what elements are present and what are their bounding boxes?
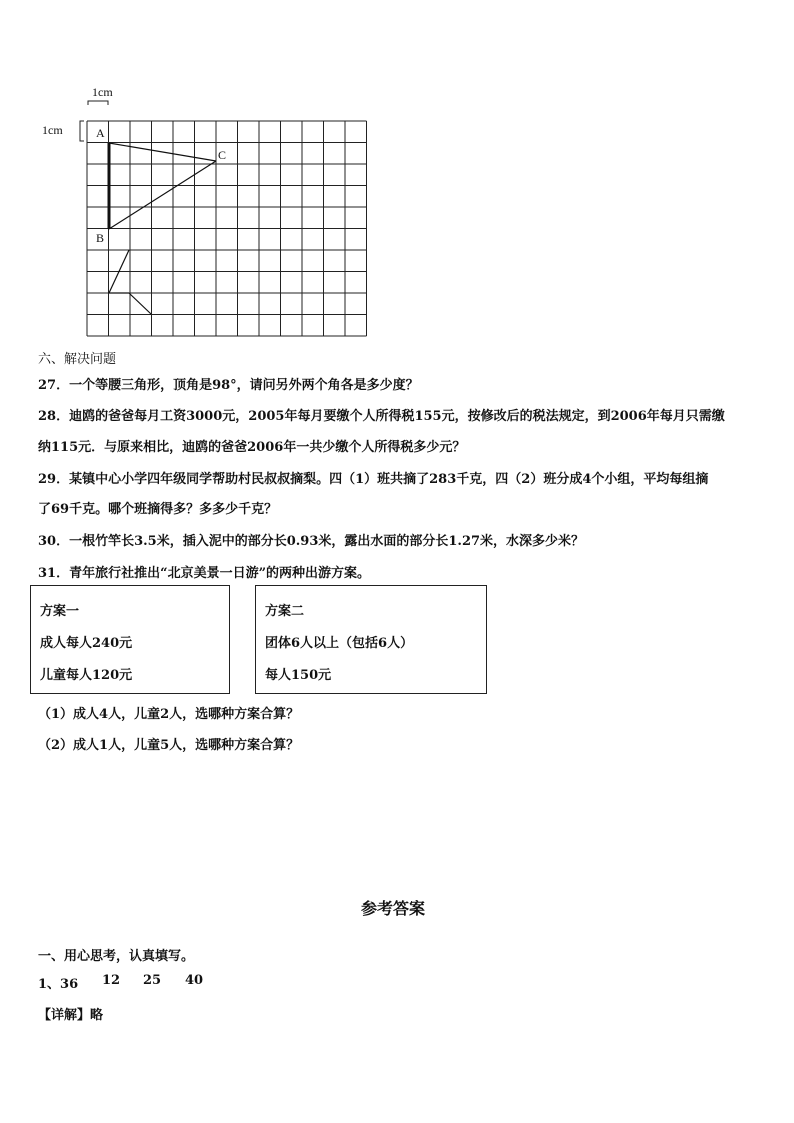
- answer-detail: 【详解】略: [38, 1008, 104, 1023]
- plan-2-line1: 团体6人以上（包括6人）: [265, 636, 414, 651]
- scale-left-label: 1cm: [42, 123, 63, 137]
- scale-bracket-left: [80, 121, 84, 141]
- section6-heading: 六、解决问题: [38, 352, 117, 367]
- segment-ac: [109, 143, 216, 161]
- grid-lines: [87, 121, 367, 336]
- plan-1-title: 方案一: [40, 604, 80, 619]
- question-31: 31．青年旅行社推出“北京美景一日游”的两种出游方案。: [38, 566, 371, 581]
- plan-2-box: [255, 585, 487, 694]
- point-b-label: B: [96, 231, 105, 245]
- question-27: 27．一个等腰三角形，顶角是98°，请问另外两个角各是多少度？: [38, 378, 419, 393]
- answers-title: 参考答案: [361, 899, 426, 918]
- scale-top-label: 1cm: [92, 85, 113, 99]
- point-c-label: C: [218, 148, 227, 162]
- angle-ray-3: [129, 293, 151, 314]
- question-28-line1: 28．迪鸥的爸爸每月工资3000元，2005年每月要缴个人所得税155元，按修改后的税法规定，到2006年每月只需缴: [38, 409, 725, 424]
- question-28-line2: 纳115元．与原来相比，迪鸥的爸爸2006年一共少缴个人所得税多少元？: [38, 440, 466, 455]
- plan-1-box: [30, 585, 230, 694]
- answer-1-value3: 25: [143, 973, 162, 988]
- plan-2-title: 方案二: [265, 604, 305, 619]
- answer-1-value4: 40: [185, 973, 204, 988]
- scale-bracket-top: [88, 101, 108, 105]
- question-29-line1: 29．某镇中心小学四年级同学帮助村民叔叔摘梨。四（1）班共摘了283千克，四（2）班分成4个小组，平均每组摘: [38, 472, 709, 487]
- point-a-label: A: [96, 126, 105, 140]
- plan-2-line2: 每人150元: [265, 668, 332, 683]
- question-30: 30．一根竹竿长3.5米，插入泥中的部分长0.93米，露出水面的部分长1.27米，水深多少米？: [38, 534, 585, 549]
- segment-bc: [109, 161, 216, 229]
- answers-section1: 一、用心思考，认真填写。: [38, 949, 195, 964]
- question-31-sub2: （2）成人1人，儿童5人，选哪种方案合算？: [38, 738, 300, 753]
- answer-1-label: 1、36: [38, 977, 79, 992]
- answer-1-value2: 12: [102, 973, 121, 988]
- grid-figure: [36, 82, 376, 342]
- question-31-sub1: （1）成人4人，儿童2人，选哪种方案合算？: [38, 707, 300, 722]
- plan-1-line2: 儿童每人120元: [40, 668, 133, 683]
- plan-1-line1: 成人每人240元: [40, 636, 133, 651]
- question-29-line2: 了69千克。哪个班摘得多？多多少千克？: [38, 502, 278, 517]
